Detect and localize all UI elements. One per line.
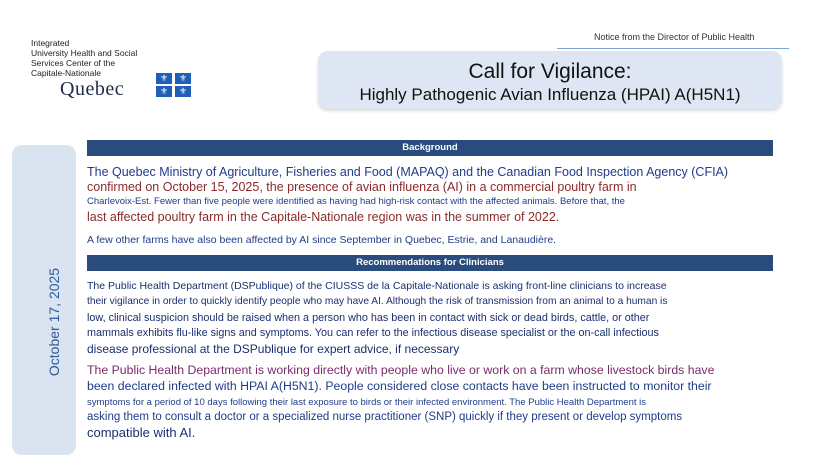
side-date-panel [12,145,76,455]
background-line: confirmed on October 15, 2025, the presence of avian influenza (AI) in a commercial poultry farm in [87,180,637,194]
title-box [318,51,782,109]
org-line: Services Center of the [31,58,116,68]
org-name [31,38,137,78]
recommendation-line: The Public Health Department (DSPublique) of the CIUSSS de la Capitale-Nationale is asking front-line clinicians to increase [87,280,667,292]
org-line: Capitale-Nationale [31,68,101,78]
recommendation-line: The Public Health Department is working directly with people who live or work on a farm whose livestock birds have [87,363,715,377]
background-line: Charlevoix-Est. Fewer than five people were identified as having had high-risk contact with the affected animals. Before that, the [87,196,625,207]
section-heading-recommendations: Recommendations for Clinicians [87,255,773,271]
recommendation-line: mammals exhibits flu-like signs and symptoms. You can refer to the infectious disease specialist or the on-call infectious [87,327,659,339]
page-title: Call for Vigilance: [468,60,632,83]
recommendation-line: been declared infected with HPAI A(H5N1). People considered close contacts have been instructed to monitor their [87,379,712,393]
page-subtitle: Highly Pathogenic Avian Influenza (HPAI) A(H5N1) [359,85,741,104]
org-line: University Health and Social [31,48,138,58]
recommendation-line: symptoms for a period of 10 days following their last exposure to birds or their infected environment. The Public Health Department is [87,397,647,408]
notice-label: Notice from the Director of Public Health [594,32,755,42]
section-heading-background: Background [87,140,773,156]
recommendation-line: low, clinical suspicion should be raised when a person who has been in contact with sick or dead birds, cattle, or other [87,312,650,324]
background-line: The Quebec Ministry of Agriculture, Fisheries and Food (MAPAQ) and the Canadian Food Inspection Agency (CFIA) [87,165,729,179]
recommendation-line: their vigilance in order to quickly identify people who may have AI. Although the risk of transmission from an animal to a human is [87,296,668,307]
notice-divider [557,48,789,49]
org-line: Integrated [31,38,70,48]
background-line: A few other farms have also been affected by AI since September in Quebec, Estrie, and Lanaudière. [87,234,557,246]
recommendation-line: asking them to consult a doctor or a specialized nurse practitioner (SNP) quickly if they present or develop symptoms [87,411,683,423]
quebec-flag-icon: ⚜ ⚜ ⚜ ⚜ [156,73,191,97]
recommendation-line: compatible with AI. [87,425,196,440]
notice-date: October 17, 2025 [46,267,62,377]
background-line: last affected poultry farm in the Capitale-Nationale region was in the summer of 2022. [87,210,560,224]
quebec-wordmark: Quebec [60,78,125,100]
recommendation-line: disease professional at the DSPublique for expert advice, if necessary [87,342,460,356]
